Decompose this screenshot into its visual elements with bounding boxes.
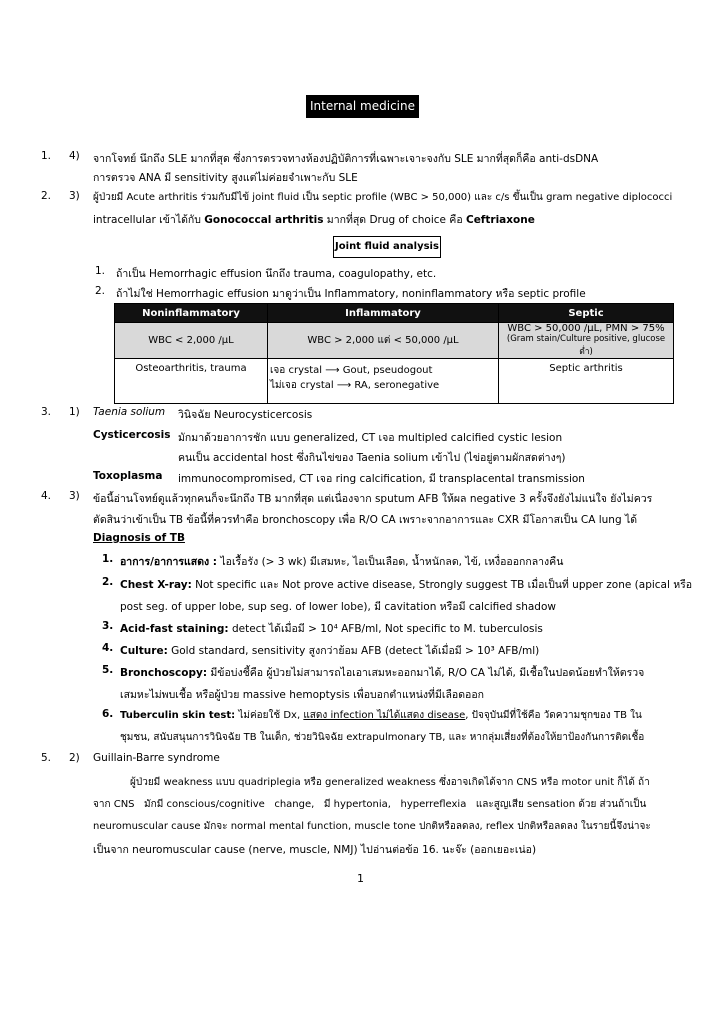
tb-item6: Tuberculin skin test: ไม่ค่อยใช้ Dx, แสดง infection ไม่ได้แสดง disease, ปัจจุบันมีที่ใช้คือ วัดความชุกของ TB ใน	[120, 710, 642, 721]
tb-item2-number: 2.	[102, 576, 114, 588]
cause-inflammatory: เจอ crystal ⟶ Gout, pseudogout ไม่เจอ crystal ⟶ RA, seronegative	[268, 359, 499, 404]
q1-line2: การตรวจ ANA มี sensitivity สูงแต่ไม่ค่อยจำเพาะกับ SLE	[93, 172, 358, 184]
q2-answer: 3)	[69, 190, 80, 202]
q5-line2: จาก CNS มักมี conscious/cognitive change, มี hypertonia, hyperreflexia และสูญเสีย sensation ด้วย ส่วนถ้าเป็น	[93, 799, 647, 810]
tb-item2: Chest X-ray: Not specific และ Not prove active disease, Strongly suggest TB เมื่อเป็นที่ upper zone (apical หรือ	[120, 579, 693, 591]
col-noninflammatory: Noninflammatory	[115, 304, 268, 323]
tb-item5-cont: เสมหะไม่พบเชื้อ หรือผู้ป่วย massive hemoptysis เพื่อบอกตำแหน่งที่มีเลือดออก	[120, 689, 485, 701]
wbc-inflammatory: WBC > 2,000 แต่ < 50,000 /μL	[268, 323, 499, 359]
page-header: Internal medicine	[306, 95, 419, 118]
q5-line0: Guillain-Barre syndrome	[93, 752, 220, 764]
q3-number: 3.	[41, 406, 52, 418]
q3-term2: Cysticercosis	[93, 429, 171, 441]
tb-item3: Acid-fast staining: detect ได้เมื่อมี > 10⁴ AFB/ml, Not specific to M. tuberculosis	[120, 623, 543, 635]
q2-item2-number: 2.	[95, 285, 106, 297]
tb-item1-number: 1.	[102, 553, 114, 565]
q3-desc1: วินิจฉัย Neurocysticercosis	[178, 409, 313, 421]
q4-line2: ตัดสินว่าเข้าเป็น TB ข้อนี้ที่ควรทำคือ bronchoscopy เพื่อ R/O CA เพราะจากอาการและ CXR มีโอกาสเป็น CA lung ได้	[93, 514, 638, 526]
q2-item1: ถ้าเป็น Hemorrhagic effusion นึกถึง trauma, coagulopathy, etc.	[116, 268, 437, 280]
q3-desc3: immunocompromised, CT เจอ ring calcification, มี transplacental transmission	[178, 473, 585, 485]
tb-item3-number: 3.	[102, 620, 114, 632]
tb-item1: อาการ/อาการแสดง : ไอเรื้อรัง (> 3 wk) มีเสมหะ, ไอเป็นเลือด, น้ำหนักลด, ไข้, เหงื่อออกกลางคืน	[120, 556, 564, 568]
col-septic: Septic	[499, 304, 674, 323]
cause-noninflammatory: Osteoarthritis, trauma	[115, 359, 268, 404]
q2-line2: intracellular เข้าได้กับ Gonococcal arthritis มากที่สุด Drug of choice คือ Ceftriaxone	[93, 214, 535, 226]
q5-number: 5.	[41, 752, 52, 764]
q1-answer: 4)	[69, 150, 80, 162]
tb-item5: Bronchoscopy: มีข้อบ่งชี้คือ ผู้ป่วยไม่สามารถไอเอาเสมหะออกมาได้, R/O CA ไม่ได้, มีเชื้อในปอดน้อยทำให้ตรวจ	[120, 667, 645, 679]
q1-number: 1.	[41, 150, 52, 162]
q2-line1: ผู้ป่วยมี Acute arthritis ร่วมกับมีไข้ joint fluid เป็น septic profile (WBC > 50,000) และ c/s ขึ้นเป็น gram negative diplococci	[93, 192, 673, 203]
tb-item5-number: 5.	[102, 664, 114, 676]
page-number: 1	[357, 872, 364, 885]
tb-item2-cont: post seg. of upper lobe, sup seg. of lower lobe), มี cavitation หรือมี calcified shadow	[120, 601, 556, 613]
col-inflammatory: Inflammatory	[268, 304, 499, 323]
tb-item6-number: 6.	[102, 708, 114, 720]
q5-line1: ผู้ป่วยมี weakness แบบ quadriplegia หรือ generalized weakness ซึ่งอาจเกิดได้จาก CNS หรือ motor unit ก็ได้ ถ้า	[130, 777, 650, 788]
q3-desc2a: มักมาด้วยอาการชัก แบบ generalized, CT เจอ multipled calcified cystic lesion	[178, 432, 563, 444]
q1-line1: จากโจทย์ นึกถึง SLE มากที่สุด ซึ่งการตรวจทางห้องปฏิบัติการที่เฉพาะเจาะจงกับ SLE มากที่สุดก็คือ anti-dsDNA	[93, 153, 599, 165]
q4-line1: ข้อนี้อ่านโจทย์ดูแล้วทุกคนก็จะนึกถึง TB มากที่สุด แต่เนื่องจาก sputum AFB ให้ผล negative 3 ครั้งจึงยังไม่แน่ใจ ยังไม่ควร	[93, 493, 653, 505]
q5-line3: neuromuscular cause มักจะ normal mental function, muscle tone ปกติหรือลดลง, reflex ปกติหรือลดลง ในรายนี้จึงน่าจะ	[93, 821, 651, 832]
q2-item2: ถ้าไม่ใช่ Hemorrhagic effusion มาดูว่าเป็น Inflammatory, noninflammatory หรือ septic profile	[116, 288, 586, 300]
q5-answer: 2)	[69, 752, 80, 764]
q5-line4: เป็นจาก neuromuscular cause (nerve, muscle, NMJ) ไปอ่านต่อข้อ 16. นะจ๊ะ (ออกเยอะเน่อ)	[93, 844, 537, 856]
joint-fluid-table	[114, 303, 674, 404]
joint-fluid-box: Joint fluid analysis	[333, 236, 441, 258]
tb-item4: Culture: Gold standard, sensitivity สูงกว่าย้อม AFB (detect ได้เมื่อมี > 10³ AFB/ml)	[120, 645, 540, 657]
wbc-septic: WBC > 50,000 /μL, PMN > 75% (Gram stain/Culture positive, glucose ต่ำ)	[499, 323, 674, 359]
tb-item4-number: 4.	[102, 642, 114, 654]
wbc-noninflammatory: WBC < 2,000 /μL	[115, 323, 268, 359]
cause-septic: Septic arthritis	[499, 359, 674, 404]
tb-diagnosis-heading: Diagnosis of TB	[93, 532, 185, 544]
q4-number: 4.	[41, 490, 52, 502]
q2-number: 2.	[41, 190, 52, 202]
q4-answer: 3)	[69, 490, 80, 502]
q3-desc2b: คนเป็น accidental host ซึ่งกินไข่ของ Taenia solium เข้าไป (ไข่อยู่ตามผักสดต่างๆ)	[178, 452, 566, 464]
q3-answer: 1)	[69, 406, 80, 418]
q3-term3: Toxoplasma	[93, 470, 163, 482]
tb-item6-cont: ชุมชน, สนับสนุนการวินิจฉัย TB ในเด็ก, ช่วยวินิจฉัย extrapulmonary TB, และ หากลุ่มเสี่ยงที่ต้องให้ยาป้องกันการติดเชื้อ	[120, 732, 645, 743]
q2-item1-number: 1.	[95, 265, 106, 277]
q3-term1: Taenia solium	[93, 406, 166, 418]
